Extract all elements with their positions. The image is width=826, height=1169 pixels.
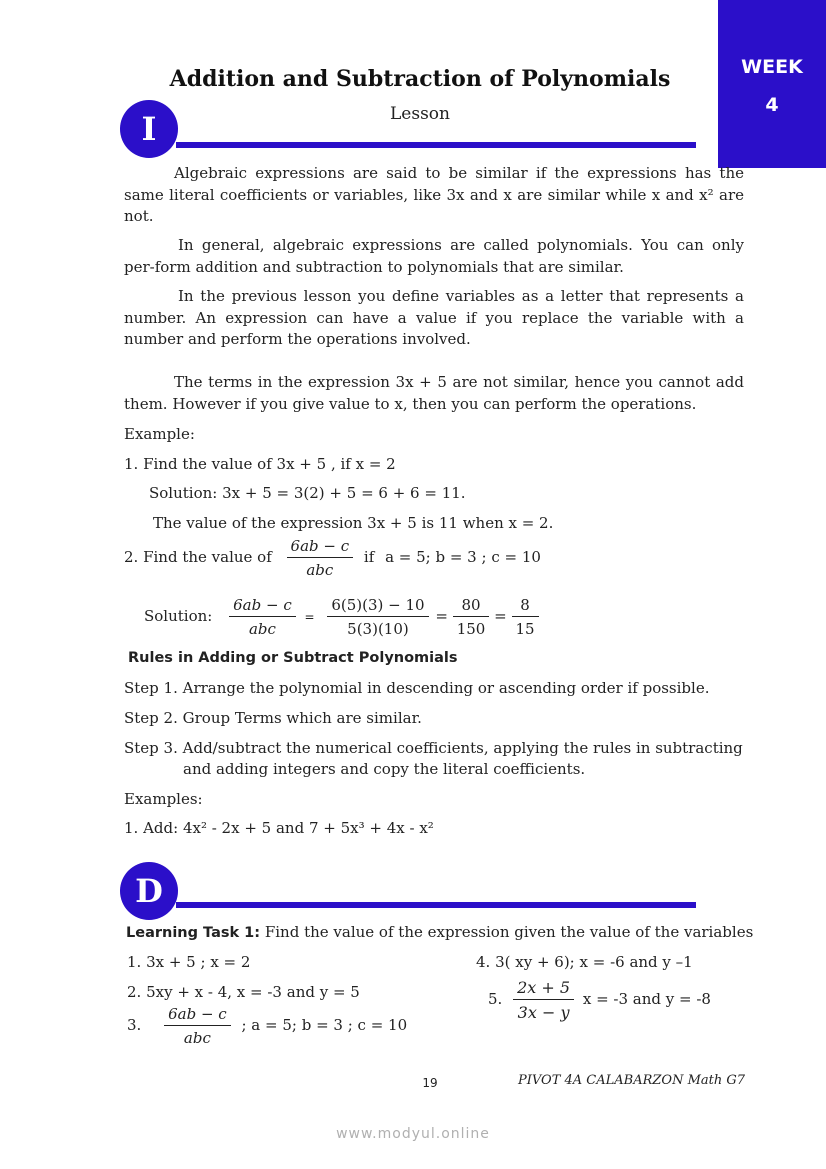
task-item-3-number: 3. bbox=[127, 1016, 142, 1034]
paragraph-4: The terms in the expression 3x + 5 are not similar, hence you cannot add them. However if you give value to x, then you can perform the operations. bbox=[124, 373, 744, 413]
example-2-question bbox=[124, 537, 541, 579]
fraction-denominator: 150 bbox=[456, 620, 486, 638]
task-item-5-fraction bbox=[513, 978, 574, 1022]
task-item-3 bbox=[127, 1005, 407, 1047]
page-title: Addition and Subtraction of Polynomials bbox=[169, 66, 671, 92]
task-item-1: 1. 3x + 5 ; x = 2 bbox=[127, 953, 251, 971]
section-i-badge: I bbox=[120, 100, 178, 158]
week-badge bbox=[718, 0, 826, 168]
task-item-2: 2. 5xy + x - 4, x = -3 and y = 5 bbox=[127, 983, 360, 1001]
fraction-denominator: 15 bbox=[515, 620, 535, 638]
solution-fraction-original bbox=[229, 596, 296, 638]
fraction-denominator: 5(3)(10) bbox=[347, 620, 409, 638]
solution-label: Solution: bbox=[144, 607, 213, 625]
task-item-3-fraction bbox=[164, 1005, 231, 1047]
solution-fraction-result-1 bbox=[453, 596, 490, 638]
paragraph-3: In the previous lesson you define variables as a letter that represents a number. An expression can have a value if you replace the variable with a number and perform the operations involved. bbox=[124, 287, 744, 348]
rule-step-1: Step 1. Arrange the polynomial in descending or ascending order if possible. bbox=[124, 679, 710, 697]
paragraph-2: In general, algebraic expressions are called polynomials. You can only per-form addition and subtraction to polynomials that are similar. bbox=[124, 236, 744, 276]
example-2-if: if bbox=[363, 548, 375, 566]
task-item-5-number: 5. bbox=[488, 990, 503, 1008]
fraction-numerator: 80 bbox=[453, 596, 490, 617]
watermark: www.modyul.online bbox=[336, 1126, 490, 1142]
learning-task-label: Learning Task 1: bbox=[126, 925, 261, 941]
solution-fraction-result-2 bbox=[512, 596, 539, 638]
example-2-prefix: 2. Find the value of bbox=[124, 548, 272, 566]
fraction-numerator: 6ab − c bbox=[229, 596, 296, 617]
week-label: WEEK bbox=[741, 56, 803, 78]
section-d-rule bbox=[176, 902, 696, 908]
week-number: 4 bbox=[765, 94, 779, 116]
example-2-fraction bbox=[287, 537, 354, 579]
task-item-5-condition: x = -3 and y = -8 bbox=[582, 990, 711, 1008]
page-number: 19 bbox=[422, 1076, 438, 1090]
example-2-condition: a = 5; b = 3 ; c = 10 bbox=[385, 548, 541, 566]
example-1-solution: Solution: 3x + 5 = 3(2) + 5 = 6 + 6 = 11. bbox=[149, 484, 466, 502]
example-2-solution bbox=[144, 596, 539, 638]
fraction-denominator: abc bbox=[183, 1029, 211, 1047]
example-label: Example: bbox=[124, 425, 195, 443]
fraction-numerator: 6(5)(3) − 10 bbox=[327, 596, 428, 617]
section-i-rule bbox=[176, 142, 696, 148]
section-d-badge: D bbox=[120, 862, 178, 920]
footer-reference: PIVOT 4A CALABARZON Math G7 bbox=[518, 1073, 746, 1088]
learning-task-text: Find the value of the expression given the value of the variables bbox=[260, 923, 754, 941]
add-example: 1. Add: 4x² - 2x + 5 and 7 + 5x³ + 4x - x² bbox=[124, 819, 434, 837]
rule-step-2: Step 2. Group Terms which are similar. bbox=[124, 709, 422, 727]
task-item-4: 4. 3( xy + 6); x = -6 and y –1 bbox=[476, 953, 693, 971]
fraction-numerator: 2x + 5 bbox=[513, 978, 574, 1000]
rule-step-3: Step 3. Add/subtract the numerical coefficients, applying the rules in subtracting bbox=[124, 739, 743, 757]
paragraph-1: Algebraic expressions are said to be similar if the expressions has the same literal coefficients or variables, like 3x and x are similar while x and x² are not. bbox=[124, 164, 744, 225]
page-subtitle: Lesson bbox=[390, 104, 450, 124]
example-1-answer: The value of the expression 3x + 5 is 11 when x = 2. bbox=[153, 514, 554, 532]
fraction-numerator: 6ab − c bbox=[164, 1005, 231, 1026]
learning-task-header bbox=[126, 923, 753, 941]
fraction-numerator: 8 bbox=[512, 596, 539, 617]
fraction-numerator: 6ab − c bbox=[287, 537, 354, 558]
fraction-denominator: abc bbox=[306, 561, 334, 579]
equals-sign: = bbox=[435, 607, 448, 625]
equals-sign: = bbox=[304, 610, 315, 624]
rules-heading: Rules in Adding or Subtract Polynomials bbox=[128, 650, 458, 666]
task-item-5 bbox=[488, 978, 711, 1022]
equals-sign: = bbox=[494, 607, 507, 625]
fraction-denominator: 3x − y bbox=[517, 1003, 570, 1022]
example-1-question: 1. Find the value of 3x + 5 , if x = 2 bbox=[124, 455, 396, 473]
task-item-3-condition: ; a = 5; b = 3 ; c = 10 bbox=[241, 1016, 408, 1034]
examples-label: Examples: bbox=[124, 790, 203, 808]
solution-fraction-substituted bbox=[327, 596, 428, 638]
rule-step-3-continued: and adding integers and copy the literal coefficients. bbox=[183, 760, 586, 778]
fraction-denominator: abc bbox=[248, 620, 276, 638]
